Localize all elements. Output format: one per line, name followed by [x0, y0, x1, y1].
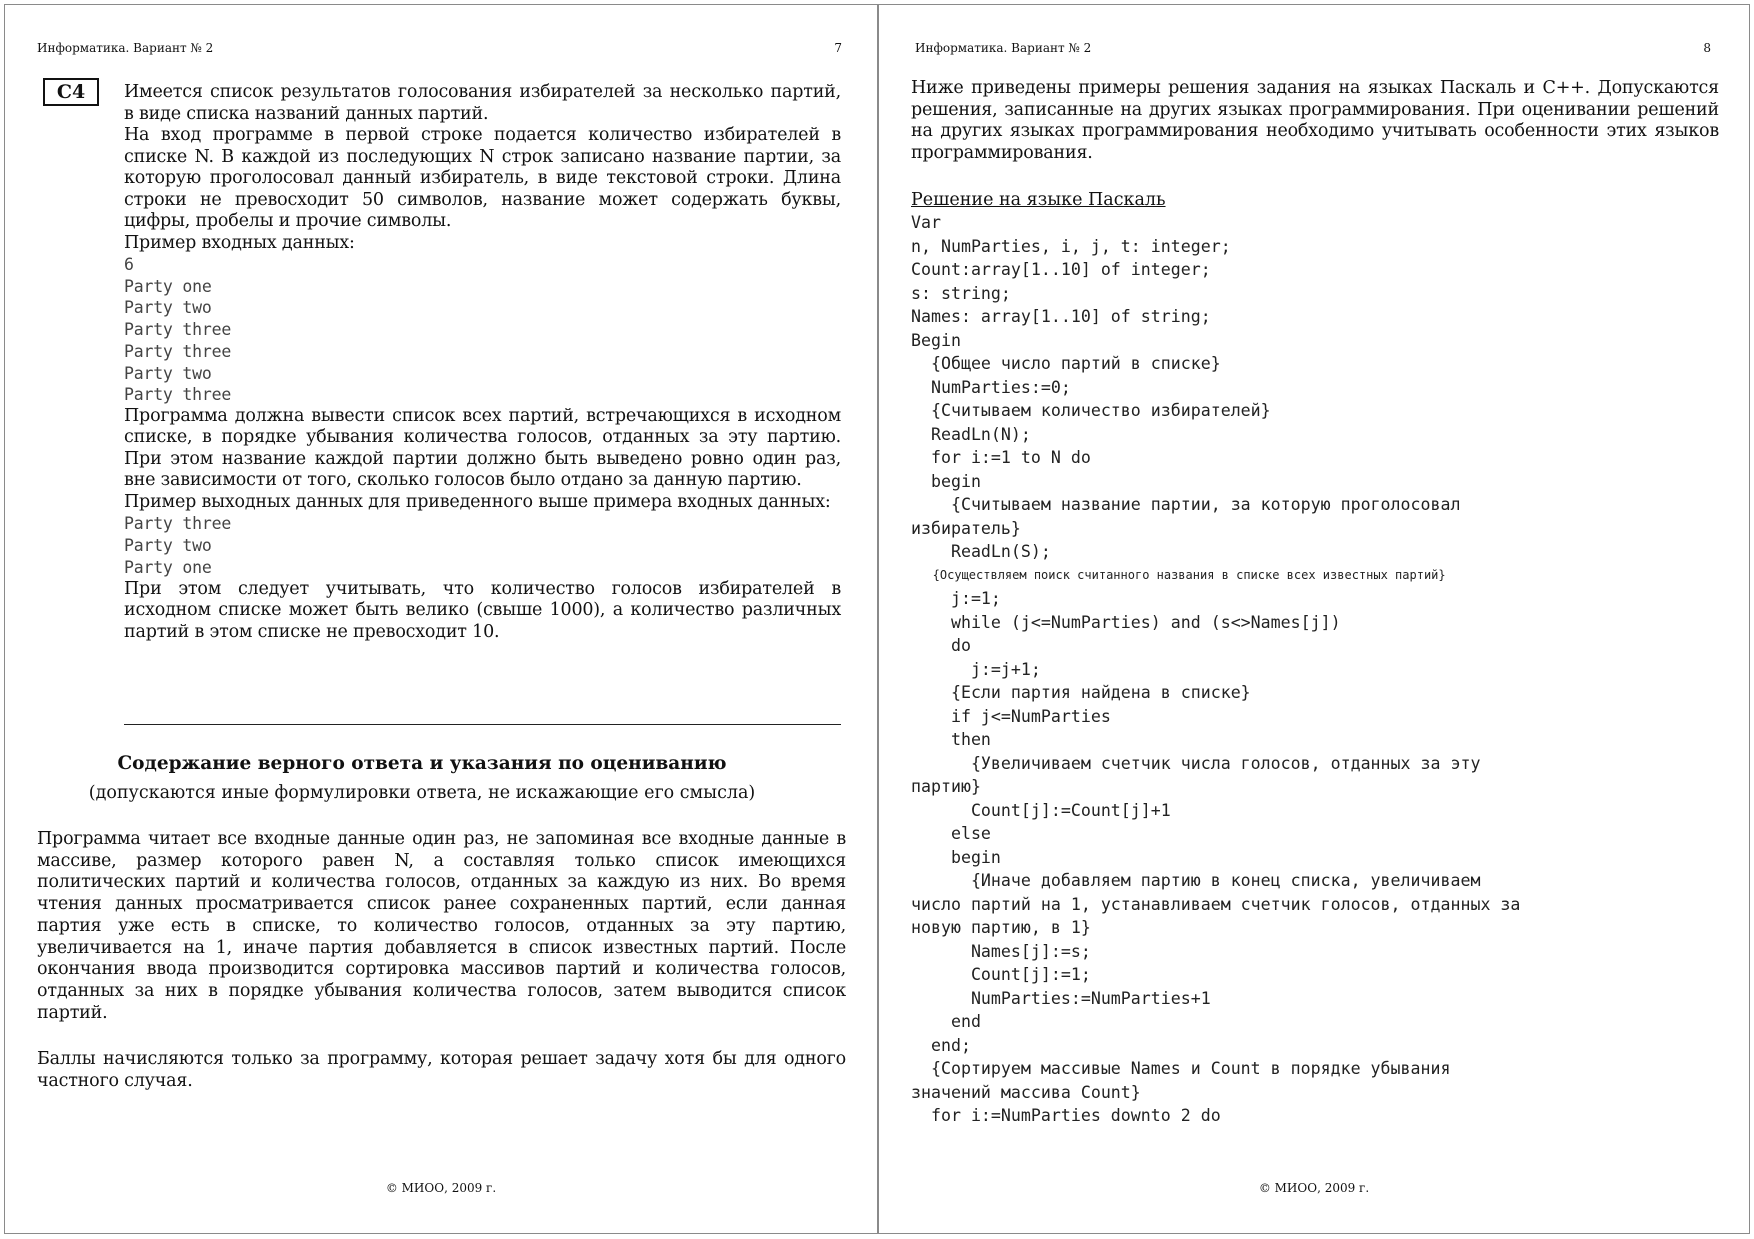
code-line: Count[j]:=1;: [911, 965, 1091, 984]
task-statement: [124, 82, 841, 643]
output-line: Party one: [124, 557, 212, 577]
code-line: ReadLn(S);: [911, 542, 1051, 561]
input-line: Party three: [124, 341, 232, 361]
output-example-label: Пример выходных данных для приведенного выше примера входных данных:: [124, 491, 831, 512]
code-line: ReadLn(N);: [911, 424, 1031, 444]
code-line: NumParties:=0;: [911, 377, 1071, 397]
header-title: Информатика. Вариант № 2: [37, 41, 214, 55]
page-number: 7: [834, 41, 842, 55]
code-line: begin: [911, 847, 1001, 867]
input-line: 6: [124, 255, 134, 274]
input-line: Party two: [124, 363, 212, 383]
code-line: число партий на 1, устанавливаем счетчик голосов, отданных за: [911, 894, 1521, 914]
code-line: s: string;: [911, 283, 1011, 303]
code-line: then: [911, 730, 991, 749]
page-footer: © МИОО, 2009 г.: [1258, 1181, 1370, 1195]
solution-title: Решение на языке Паскаль: [911, 190, 1166, 210]
scoring-paragraph: Баллы начисляются только за программу, которая решает задачу хотя бы для одного частного случая.: [37, 1049, 846, 1091]
task-paragraph: На вход программе в первой строке подается количество избирателей в списке N. В каждой из последующих N строк записано название партии, за которую проголосовал данный избиратель, в виде текстовой строки. Длина строки не превосходит 50 символов, название может содержать буквы, цифры, пробелы и прочие символы.: [124, 125, 841, 231]
code-line: j:=j+1;: [911, 659, 1041, 679]
code-line: end: [911, 1012, 981, 1031]
input-line: Party one: [124, 276, 212, 296]
code-line: {Считываем количество избирателей}: [911, 401, 1271, 420]
page-8: [878, 4, 1750, 1234]
page-7: [4, 4, 878, 1234]
code-line: {Увеличиваем счетчик числа голосов, отданных за эту: [911, 753, 1481, 773]
input-example-label: Пример входных данных:: [124, 232, 355, 253]
code-line: n, NumParties, i, j, t: integer;: [911, 236, 1231, 256]
code-line: {Считываем название партии, за которую проголосовал: [911, 495, 1461, 514]
code-line: {Осуществляем поиск считанного названия в списке всех известных партий}: [911, 567, 1446, 582]
output-example: [124, 513, 841, 578]
code-line: партию}: [911, 777, 981, 796]
task-label: С4: [43, 78, 99, 106]
page-footer: © МИОО, 2009 г.: [385, 1181, 497, 1195]
code-line: j:=1;: [911, 589, 1001, 608]
code-line: Count[j]:=Count[j]+1: [911, 800, 1171, 820]
input-example: [124, 254, 841, 406]
code-line: do: [911, 636, 971, 655]
code-line: Names[j]:=s;: [911, 941, 1091, 961]
output-line: Party two: [124, 536, 212, 556]
code-line: NumParties:=NumParties+1: [911, 988, 1211, 1008]
page-header: [915, 41, 1711, 55]
output-description: Программа должна вывести список всех партий, встречающихся в исходном списке, в порядке убывания количества голосов, отданных за эту партию. При этом название каждой партии должно быть выведено ровно один раз, вне зависимости от того, сколько голосов было отдано за данную партию.: [124, 405, 841, 491]
code-line: избиратель}: [911, 518, 1021, 538]
code-line: Begin: [911, 330, 961, 350]
code-line: Names: array[1..10] of string;: [911, 307, 1211, 326]
header-title: Информатика. Вариант № 2: [915, 41, 1092, 55]
answer-subheading: (допускаются иные формулировки ответа, не искажающие его смысла): [88, 783, 756, 803]
code-line: Count:array[1..10] of integer;: [911, 260, 1211, 279]
divider: [124, 724, 841, 725]
input-line: Party two: [124, 298, 212, 318]
code-line: {Общее число партий в списке}: [911, 354, 1221, 373]
code-line: for i:=NumParties downto 2 do: [911, 1106, 1221, 1125]
code-line: else: [911, 824, 991, 843]
code-line: end;: [911, 1035, 971, 1055]
input-line: Party three: [124, 385, 232, 405]
input-line: Party three: [124, 320, 232, 340]
code-line: новую партию, в 1}: [911, 918, 1091, 937]
code-listing: [911, 211, 1731, 1128]
code-line: Var: [911, 213, 941, 232]
task-paragraph: Имеется список результатов голосования избирателей за несколько партий, в виде списка названий данных партий.: [124, 82, 841, 124]
page-number: 8: [1703, 41, 1711, 55]
code-line: begin: [911, 471, 981, 491]
code-line: значений массива Count}: [911, 1082, 1141, 1102]
output-line: Party three: [124, 514, 232, 534]
code-line: {Если партия найдена в списке}: [911, 683, 1251, 702]
code-line: if j<=NumParties: [911, 706, 1111, 726]
code-line: while (j<=NumParties) and (s<>Names[j]): [911, 612, 1341, 632]
code-line: {Сортируем массивые Names и Count в порядке убывания: [911, 1059, 1451, 1078]
code-line: {Иначе добавляем партию в конец списка, увеличиваем: [911, 871, 1481, 890]
constraints-paragraph: При этом следует учитывать, что количество голосов избирателей в исходном списке может быть велико (свыше 1000), а количество различных партий в этом списке не превосходит 10.: [124, 578, 841, 642]
answer-paragraph: Программа читает все входные данные один раз, не запоминая все входные данные в массиве, размер которого равен N, а составляя только список имеющихся политических партий и количества голосов, отданных за каждую из них. Во время чтения данных просматривается список ранее сохраненных партий, если данная партия уже есть в списке, то количество голосов, отданных за эту партию, увеличивается на 1, иначе партия добавляется в список известных партий. После окончания ввода производится сортировка массивов партий и количества голосов, отданных за них в порядке убывания количества голосов, затем выводится список партий.: [37, 829, 846, 1023]
intro-paragraph: Ниже приведены примеры решения задания на языках Паскаль и С++. Допускаются решения, записанные на других языках программирования. При оценивании решений на других языках программирования необходимо учитывать особенности этих языков программирования.: [911, 78, 1719, 164]
code-line: for i:=1 to N do: [911, 448, 1091, 467]
answer-heading: Содержание верного ответа и указания по оцениванию: [117, 753, 727, 774]
page-header: [37, 41, 842, 55]
